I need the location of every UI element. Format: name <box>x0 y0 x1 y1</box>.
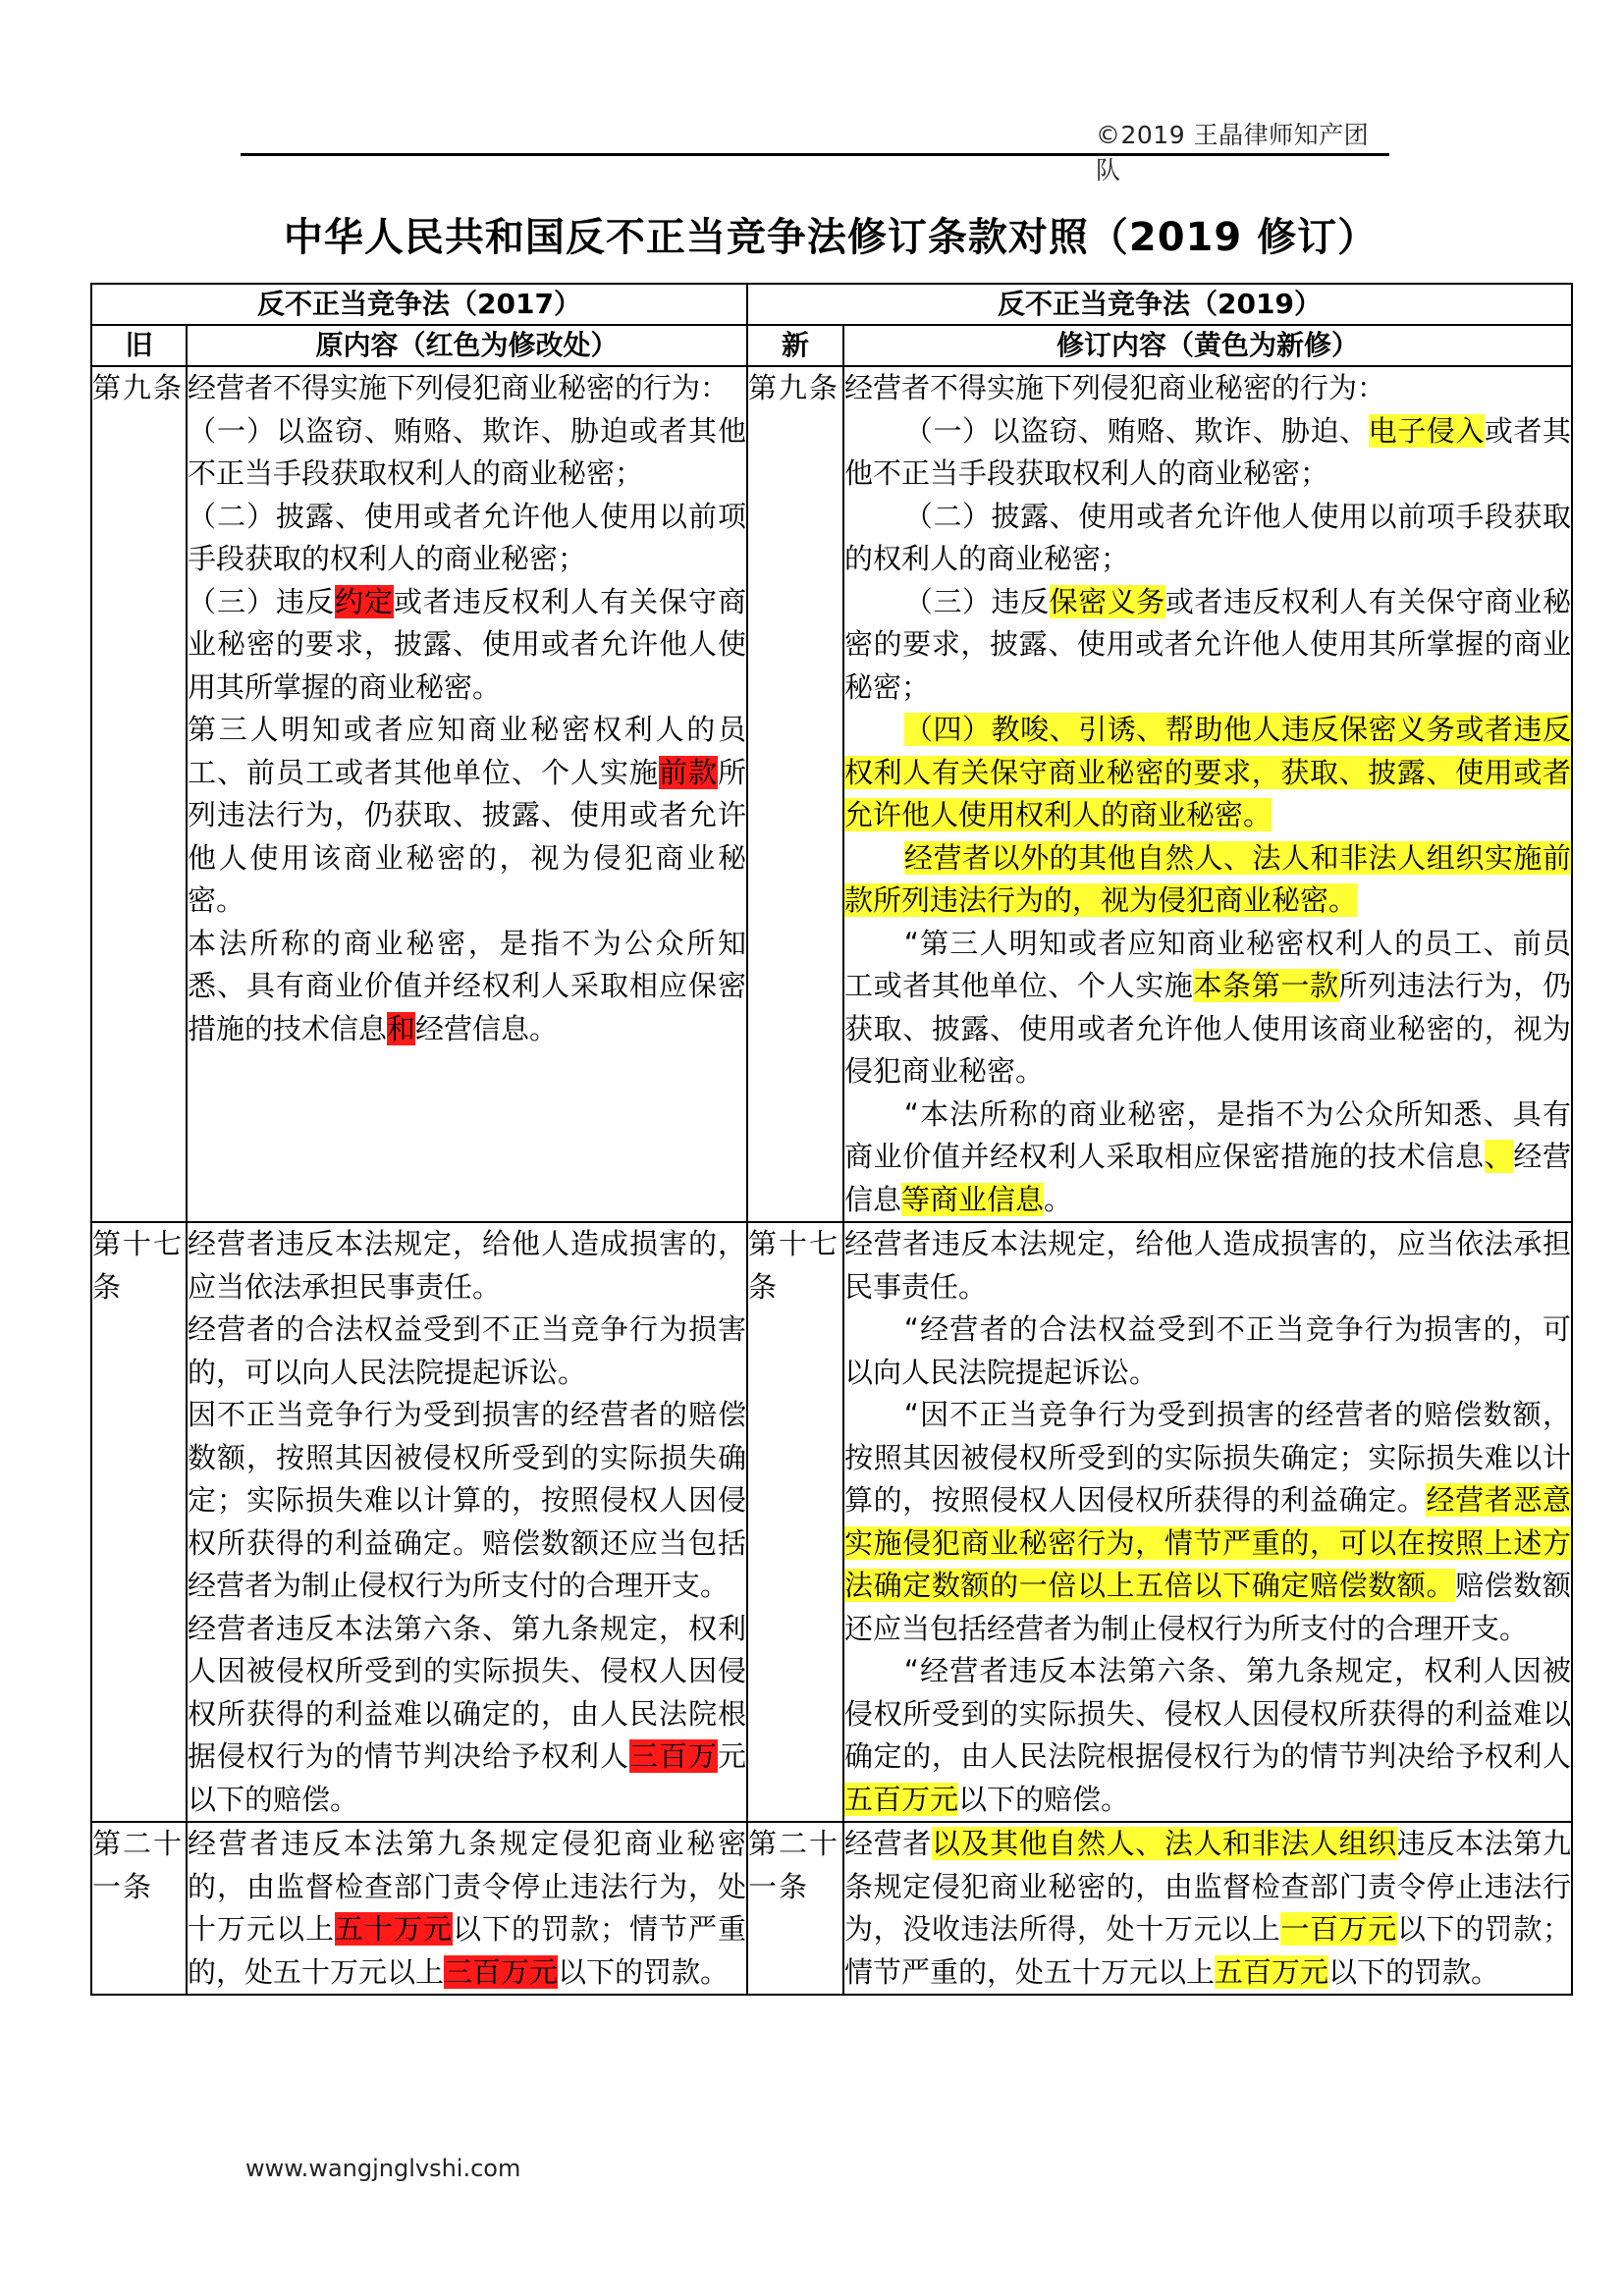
paragraph-text: “经营者的合法权益受到不正当竞争行为损害的，可以向人民法院提起诉讼。 <box>844 1312 1571 1389</box>
article-paragraph <box>188 709 746 923</box>
paragraph-text: （一）以盗窃、贿赂、欺诈、胁迫或者其他不正当手段获取权利人的商业秘密； <box>188 413 746 490</box>
footer-url: www.wangjnglvshi.com <box>245 2155 521 2182</box>
old-article-column-header: 旧 <box>91 325 187 366</box>
old-law-header: 反不正当竞争法（2017） <box>91 284 747 325</box>
paragraph-text: “本法所称的商业秘密，是指不为公众所知悉、具有商业价值并经权利人采取相应保密措施的技术信息 <box>844 1096 1571 1173</box>
article-paragraph <box>844 581 1571 710</box>
article-paragraph <box>844 367 1571 410</box>
article-paragraph <box>844 1823 1571 1994</box>
paragraph-text: （二）披露、使用或者允许他人使用以前项手段获取的权利人的商业秘密； <box>844 499 1571 575</box>
added-text-highlight: 五百万元 <box>1215 1954 1329 1989</box>
article-paragraph <box>188 1223 746 1308</box>
header-rule <box>241 153 1389 156</box>
new-article-text <box>843 366 1572 1222</box>
old-article-text <box>187 1822 747 1995</box>
old-article-number: 第十七条 <box>91 1222 187 1822</box>
paragraph-text: 以下的罚款；情节严重的，处五十万元以上 <box>188 1912 746 1989</box>
paragraph-text: 。 <box>1044 1182 1073 1216</box>
paragraph-text: （三）违反 <box>903 584 1050 618</box>
paragraph-text: “经营者违反本法第六条、第九条规定，权利人因被侵权所受到的实际损失、侵权人因侵权所获得的利益难以确定的，由人民法院根据侵权行为的情节判决给予权利人 <box>844 1654 1571 1773</box>
added-text-highlight: 一百万元 <box>1280 1912 1397 1946</box>
article-paragraph <box>844 1650 1571 1821</box>
paragraph-text: “因不正当竞争行为受到损害的经营者的赔偿数额，按照其因被侵权所受到的实际损失确定；实际损失难以计算的，按照侵权人因侵权所获得的利益确定。 <box>844 1398 1571 1517</box>
paragraph-text: （二）披露、使用或者允许他人使用以前项手段获取的权利人的商业秘密； <box>188 499 746 575</box>
article-paragraph <box>844 496 1571 581</box>
article-paragraph <box>844 1223 1571 1308</box>
added-text-highlight: （四）教唆、引诱、帮助他人违反保密义务或者违反权利人有关保守商业秘密的要求，获取、披露、使用或者允许他人使用权利人的商业秘密。 <box>844 713 1571 831</box>
paragraph-text: 经营者不得实施下列侵犯商业秘密的行为： <box>188 371 730 404</box>
article-paragraph <box>844 1394 1571 1650</box>
added-text-highlight: 经营者恶意实施侵犯商业秘密行为，情节严重的，可以在按照上述方法确定数额的一倍以上五倍以下确定赔偿数额。 <box>844 1483 1571 1602</box>
law-header-row <box>91 284 1572 325</box>
article-paragraph <box>844 837 1571 923</box>
table-row <box>91 1822 1572 1995</box>
new-article-text <box>843 1222 1572 1822</box>
paragraph-text: 第三人明知或者应知商业秘密权利人的员工、前员工或者其他单位、个人实施 <box>188 713 746 789</box>
paragraph-text: “第三人明知或者应知商业秘密权利人的员工、前员工或者其他单位、个人实施 <box>844 926 1571 1002</box>
paragraph-text: 经营者的合法权益受到不正当竞争行为损害的，可以向人民法院提起诉讼。 <box>188 1312 746 1389</box>
new-law-header: 反不正当竞争法（2019） <box>747 284 1572 325</box>
added-text-highlight: 本条第一款 <box>1193 969 1339 1002</box>
paragraph-text: （三）违反 <box>188 584 335 618</box>
added-text-highlight: 保密义务 <box>1049 584 1165 618</box>
paragraph-text: 本法所称的商业秘密，是指不为公众所知悉、具有商业价值并经权利人采取相应保密措施的技术信息 <box>188 926 746 1045</box>
paragraph-text: 以下的罚款。 <box>1328 1954 1500 1989</box>
article-paragraph <box>844 923 1571 1094</box>
paragraph-text: 因不正当竞争行为受到损害的经营者的赔偿数额，按照其因被侵权所受到的实际损失确定；实际损失难以计算的，按照侵权人因侵权所获得的利益确定。赔偿数额还应当包括经营者为制止侵权行为所支付的合理开支。 <box>188 1398 746 1602</box>
paragraph-text: 经营者违反本法第九条规定侵犯商业秘密的，由监督检查部门责令停止违法行为，处十万元以上 <box>188 1827 746 1946</box>
paragraph-text: 经营者不得实施下列侵犯商业秘密的行为： <box>844 371 1386 404</box>
table-row <box>91 366 1572 1222</box>
comparison-table <box>90 283 1573 1996</box>
document-title: 中华人民共和国反不正当竞争法修订条款对照（2019 修订） <box>283 215 1379 260</box>
article-paragraph <box>188 1608 746 1822</box>
added-text-highlight: 经营者以外的其他自然人、法人和非法人组织实施前款所列违法行为的，视为侵犯商业秘密。 <box>844 840 1571 917</box>
added-text-highlight: 等商业信息 <box>901 1182 1045 1216</box>
article-paragraph <box>844 1308 1571 1394</box>
paragraph-text: 经营信息 <box>844 1140 1571 1216</box>
paragraph-text: 经营信息。 <box>415 1011 559 1045</box>
article-paragraph <box>188 410 746 496</box>
paragraph-text: （一）以盗窃、贿赂、欺诈、胁迫、 <box>903 413 1369 448</box>
new-content-column-header: 修订内容（黄色为新修） <box>843 325 1572 366</box>
old-article-text <box>187 1222 747 1822</box>
added-text-highlight: 、 <box>1484 1140 1514 1173</box>
added-text-highlight: 以及其他自然人、法人和非法人组织 <box>931 1827 1397 1860</box>
article-paragraph <box>188 367 746 410</box>
old-article-text <box>187 366 747 1222</box>
article-paragraph <box>188 1394 746 1608</box>
paragraph-text: 以下的赔偿。 <box>958 1782 1130 1816</box>
article-paragraph <box>188 496 746 581</box>
paragraph-text: 经营者违反本法规定，给他人造成损害的，应当依法承担民事责任。 <box>844 1227 1571 1304</box>
table-row <box>91 1222 1572 1822</box>
removed-text-highlight: 五十万元 <box>335 1912 453 1946</box>
new-article-number: 第十七条 <box>747 1222 843 1822</box>
added-text-highlight: 电子侵入 <box>1368 413 1485 448</box>
removed-text-highlight: 三百万 <box>628 1739 718 1773</box>
new-article-text <box>843 1822 1572 1995</box>
paragraph-text: 违反本法第九条规定侵犯商业秘密的，由监督检查部门责令停止违法行为，没收违法所得，处十万元以上 <box>844 1827 1571 1946</box>
paragraph-text: 以下的罚款。 <box>558 1954 730 1989</box>
paragraph-text: 元以下的赔偿。 <box>188 1739 746 1816</box>
removed-text-highlight: 三百万元 <box>444 1954 559 1989</box>
article-paragraph <box>188 1823 746 1994</box>
paragraph-text: 经营者 <box>844 1827 932 1860</box>
paragraph-text: 或者其他不正当手段获取权利人的商业秘密； <box>844 413 1571 490</box>
new-article-number: 第二十一条 <box>747 1822 843 1995</box>
new-article-number: 第九条 <box>747 366 843 1222</box>
article-paragraph <box>844 410 1571 496</box>
paragraph-text: 经营者违反本法规定，给他人造成损害的，应当依法承担民事责任。 <box>188 1227 746 1304</box>
old-article-number: 第二十一条 <box>91 1822 187 1995</box>
paragraph-text: 或者违反权利人有关保守商业秘密的要求，披露、使用或者允许他人使用其所掌握的商业秘密。 <box>188 584 746 704</box>
paragraph-text: 所列违法行为，仍获取、披露、使用或者允许他人使用该商业秘密的，视为侵犯商业秘密。 <box>188 755 746 917</box>
removed-text-highlight: 前款 <box>658 755 718 789</box>
column-header-row <box>91 325 1572 366</box>
article-paragraph <box>844 1094 1571 1222</box>
paragraph-text: 赔偿数额还应当包括经营者为制止侵权行为所支付的合理开支。 <box>844 1569 1571 1645</box>
article-paragraph <box>188 581 746 710</box>
removed-text-highlight: 约定 <box>335 584 394 618</box>
article-paragraph <box>188 1308 746 1394</box>
article-paragraph <box>844 709 1571 837</box>
paragraph-text: 以下的罚款；情节严重的，处五十万元以上 <box>844 1912 1571 1989</box>
header-copyright: ©2019 王晶律师知产团队 <box>1096 121 1370 185</box>
added-text-highlight: 五百万元 <box>844 1782 959 1816</box>
paragraph-text: 所列违法行为，仍获取、披露、使用或者允许他人使用该商业秘密的，视为侵犯商业秘密。 <box>844 969 1571 1088</box>
removed-text-highlight: 和 <box>387 1011 416 1045</box>
old-article-number: 第九条 <box>91 366 187 1222</box>
old-content-column-header: 原内容（红色为修改处） <box>187 325 747 366</box>
paragraph-text: 经营者违反本法第六条、第九条规定，权利人因被侵权所受到的实际损失、侵权人因侵权所获得的利益难以确定的，由人民法院根据侵权行为的情节判决给予权利人 <box>188 1611 746 1773</box>
paragraph-text: 或者违反权利人有关保守商业秘密的要求，披露、使用或者允许他人使用其所掌握的商业秘密； <box>844 584 1571 704</box>
new-article-column-header: 新 <box>747 325 843 366</box>
article-paragraph <box>188 923 746 1051</box>
